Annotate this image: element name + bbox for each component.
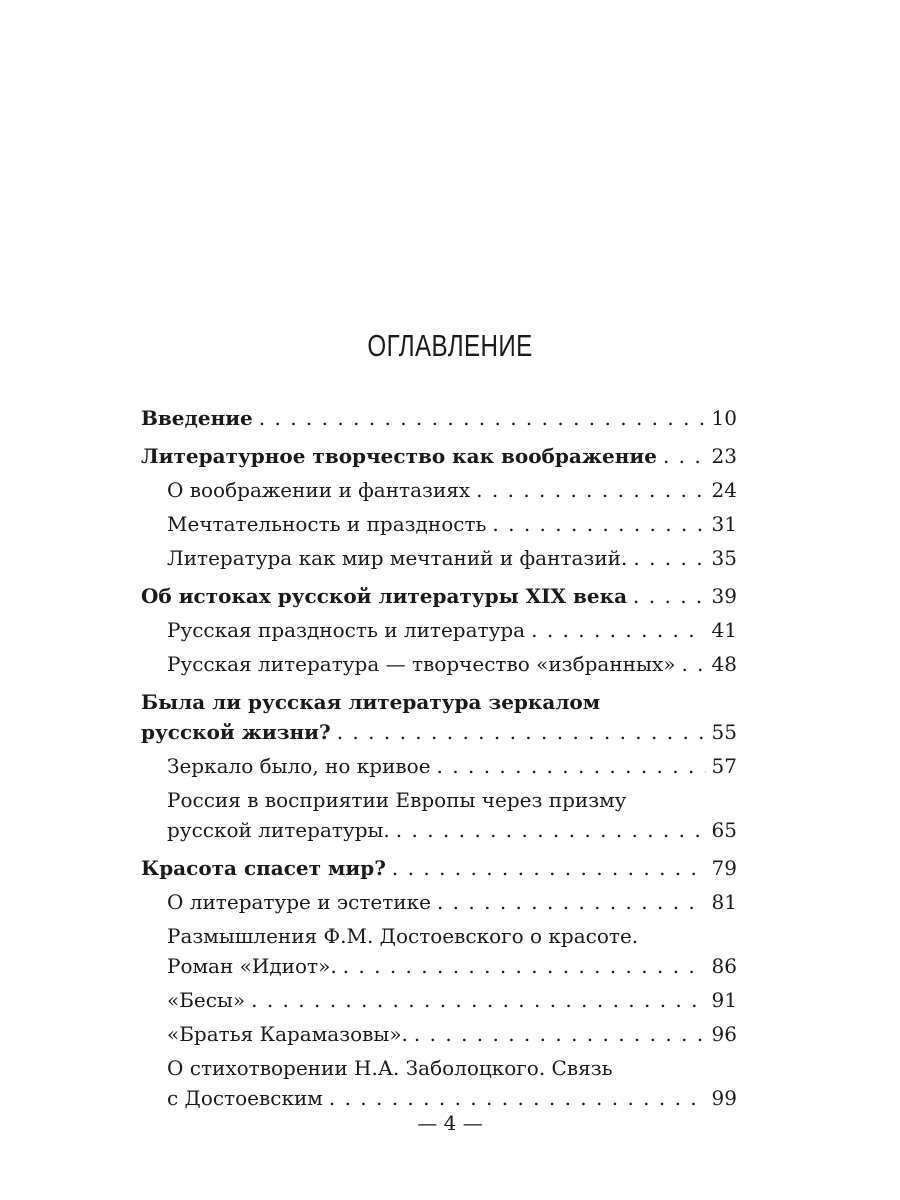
toc-section-entry <box>141 543 737 573</box>
toc-section-entry <box>141 985 737 1015</box>
toc-page-number: 57 <box>711 754 737 778</box>
toc-entry-title: Зеркало было, но кривое <box>167 754 431 778</box>
toc-section-entry <box>141 1053 737 1113</box>
toc-page-number: 31 <box>711 512 737 536</box>
toc-chapter-entry <box>141 403 737 433</box>
toc-entry-title: Русская литература — творчество «избранных» <box>167 652 676 676</box>
dot-leader <box>633 543 705 573</box>
toc-entry-title: «Братья Карамазовы». <box>167 1022 408 1046</box>
dot-leader <box>531 615 705 645</box>
dot-leader <box>681 649 705 679</box>
toc-section-entry <box>141 615 737 645</box>
dot-leader <box>396 815 706 845</box>
toc-page-number: 23 <box>711 444 737 468</box>
toc-page-number: 39 <box>711 584 737 608</box>
toc-chapter-entry <box>141 441 737 471</box>
toc-chapter-entry <box>141 853 737 883</box>
dot-leader <box>437 887 706 917</box>
toc-section-entry <box>141 1019 737 1049</box>
dot-leader <box>492 509 705 539</box>
toc-entry-title: Литературное творчество как воображение <box>141 444 657 468</box>
toc-chapter-entry <box>141 687 737 747</box>
toc-entry-title: «Бесы» <box>167 988 246 1012</box>
toc-entry-title-line: Была ли русская литература зеркалом <box>141 690 601 714</box>
toc-section-entry <box>141 509 737 539</box>
toc-page-number: 35 <box>711 546 737 570</box>
dot-leader <box>259 403 706 433</box>
toc-entry-title-line: Россия в восприятии Европы через призму <box>167 788 627 812</box>
dot-leader <box>337 717 706 747</box>
toc-entry-title-line: О стихотворении Н.А. Заболоцкого. Связь <box>167 1056 613 1080</box>
page-number: — 4 — <box>417 1111 483 1135</box>
toc-entry-title: О воображении и фантазиях <box>167 478 471 502</box>
toc-page-number: 91 <box>711 988 737 1012</box>
toc-entry-title: Литература как мир мечтаний и фантазий. <box>167 546 628 570</box>
dot-leader <box>663 441 706 471</box>
toc-entry-title: русской жизни? <box>141 720 331 744</box>
toc-page-number: 99 <box>711 1086 737 1110</box>
dot-leader <box>633 581 706 611</box>
toc-entry-title: Русская праздность и литература <box>167 618 526 642</box>
toc-page-number: 65 <box>711 818 737 842</box>
toc-page-number: 48 <box>711 652 737 676</box>
toc-entry-title: Об истоках русской литературы XIX века <box>141 584 628 608</box>
dot-leader <box>437 751 706 781</box>
toc-page-number: 24 <box>711 478 737 502</box>
dot-leader <box>392 853 706 883</box>
toc-section-entry <box>141 921 737 981</box>
dot-leader <box>251 985 705 1015</box>
toc-entry-title: с Достоевским <box>167 1086 323 1110</box>
toc-page-number: 96 <box>711 1022 737 1046</box>
toc-section-entry <box>141 785 737 845</box>
toc-page-number: 10 <box>711 406 737 430</box>
toc-entry-title-line: Размышления Ф.М. Достоевского о красоте. <box>167 924 639 948</box>
page-title: ОГЛАВЛЕНИЕ <box>367 328 533 363</box>
toc-entry-title: О литературе и эстетике <box>167 890 431 914</box>
table-of-contents <box>141 403 737 1113</box>
toc-page-number: 81 <box>711 890 737 914</box>
dot-leader <box>476 475 705 505</box>
toc-page-number: 55 <box>711 720 737 744</box>
toc-entry-title: русской литературы. <box>167 818 390 842</box>
toc-chapter-entry <box>141 581 737 611</box>
toc-section-entry <box>141 475 737 505</box>
toc-section-entry <box>141 649 737 679</box>
toc-page-number: 79 <box>711 856 737 880</box>
toc-entry-title: Роман «Идиот». <box>167 954 337 978</box>
toc-page-number: 41 <box>711 618 737 642</box>
toc-entry-title: Введение <box>141 406 253 430</box>
dot-leader <box>414 1019 706 1049</box>
dot-leader <box>343 951 706 981</box>
toc-section-entry <box>141 887 737 917</box>
toc-entry-title: Мечтательность и праздность <box>167 512 487 536</box>
toc-entry-title: Красота спасет мир? <box>141 856 386 880</box>
toc-page-number: 86 <box>711 954 737 978</box>
toc-section-entry <box>141 751 737 781</box>
